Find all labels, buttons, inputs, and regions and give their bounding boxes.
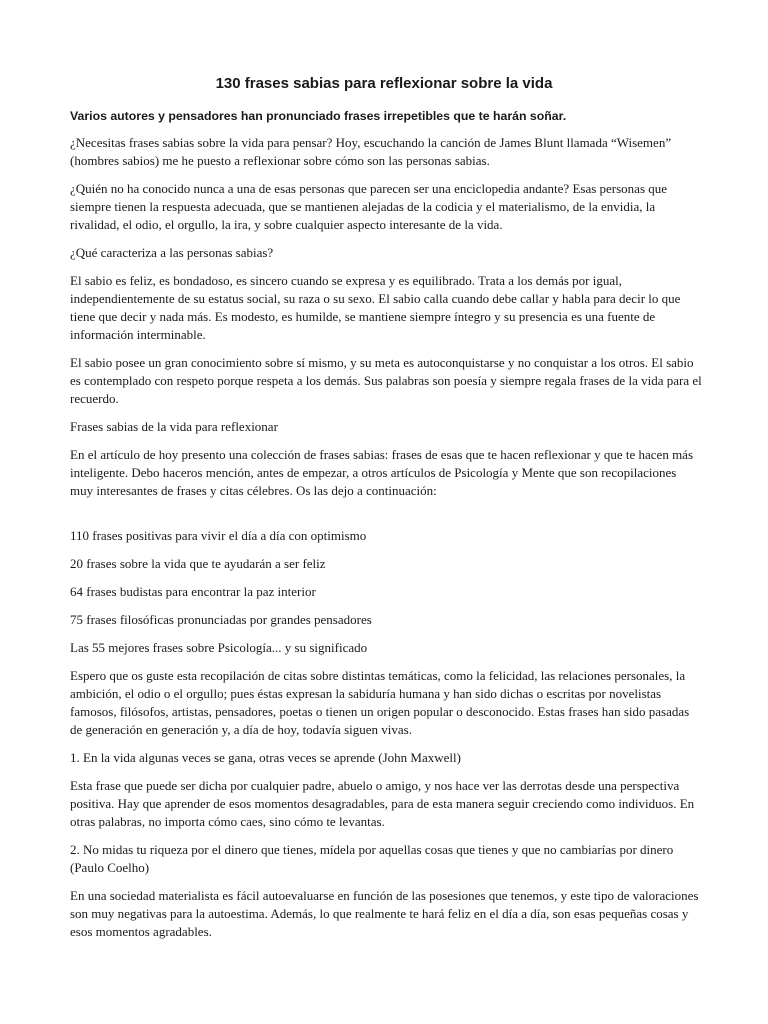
related-article-positive-phrases: 110 frases positivas para vivir el día a día con optimismo (70, 528, 367, 543)
related-article-psychology-phrases: Las 55 mejores frases sobre Psicología... y su significado (70, 640, 368, 655)
document-body (70, 134, 702, 951)
paragraph-collection-intro: En el artículo de hoy presento una colección de frases sabias: frases de esas que te hacen reflexionar y que te hacen más inteligente. Debo haceros mención, antes de empezar, a otros artículos de Psicología y Mente que son recopilaciones muy interesantes de frases y citas célebres. Os las dejo a continuación: (70, 447, 694, 498)
document-title: 130 frases sabias para reflexionar sobre la vida (215, 75, 553, 92)
paragraph-self-knowledge: El sabio posee un gran conocimiento sobre sí mismo, y su meta es autoconquistarse y no conquistar a los otros. El sabio es contemplado con respeto porque respeta a los demás. Sus palabras son poesía y siempre regala frases de la vida para el recuerdo. (70, 355, 702, 406)
paragraph-intro: ¿Necesitas frases sabias sobre la vida para pensar? Hoy, escuchando la canción de James Blunt llamada “Wisemen” (hombres sabios) me he puesto a reflexionar sobre cómo son las personas sabias. (70, 135, 672, 168)
paragraph-wise-traits: El sabio es feliz, es bondadoso, es sincero cuando se expresa y es equilibrado. Trata a los demás por igual, independientemente de su estatus social, su raza o su sexo. El sabio calla cuando debe callar y habla para decir lo que tiene que decir y nada más. Es modesto, es humilde, se mantiene siempre íntegro y su presencia es una fuente de información interminable. (70, 273, 681, 342)
paragraph-hope-you-like: Espero que os guste esta recopilación de citas sobre distintas temáticas, como la felicidad, las relaciones personales, la ambición, el odio o el orgullo; pues éstas expresan la sabiduría humana y han sido dichas o escritas por novelistas famosos, filósofos, artistas, pensadores, poetas o tienen un origen popular o desconocido. Estas frases han sido pasadas de generación en generación y, a día de hoy, todavía siguen vivas. (70, 668, 690, 737)
paragraph-encyclopedia: ¿Quién no ha conocido nunca a una de esas personas que parecen ser una enciclopedia andante? Esas personas que siempre tienen la respuesta adecuada, que se mantienen alejadas de la codicia y el materialismo, de la envidia, la rivalidad, el odio, el orgullo, la ira, y sobre cualquier aspecto interesante de la vida. (70, 181, 668, 232)
related-article-philosophical-phrases: 75 frases filosóficas pronunciadas por grandes pensadores (70, 612, 372, 627)
related-article-life-phrases: 20 frases sobre la vida que te ayudarán a ser feliz (70, 556, 326, 571)
quote-2-coelho: 2. No midas tu riqueza por el dinero que tienes, mídela por aquellas cosas que tienes y que no cambiarías por dinero (Paulo Coelho) (70, 842, 674, 875)
document-subtitle: Varios autores y pensadores han pronunciado frases irrepetibles que te harán soñar. (70, 109, 567, 123)
paragraph-quote-1-explanation: Esta frase que puede ser dicha por cualquier padre, abuelo o amigo, y nos hace ver las derrotas desde una perspectiva positiva. Hay que aprender de esos momentos desagradables, para de esta manera seguir creciendo como individuos. En otras palabras, no importa cómo caes, sino cómo te levantas. (70, 778, 695, 829)
quote-1-maxwell: 1. En la vida algunas veces se gana, otras veces se aprende (John Maxwell) (70, 750, 461, 765)
section-heading-wise-phrases: Frases sabias de la vida para reflexionar (70, 419, 278, 434)
paragraph-quote-2-explanation: En una sociedad materialista es fácil autoevaluarse en función de las posesiones que tenemos, y este tipo de valoraciones son muy negativas para la autoestima. Además, lo que realmente te hará feliz en el día a día, son esas pequeñas cosas y esos momentos agradables. (70, 888, 699, 939)
related-article-buddhist-phrases: 64 frases budistas para encontrar la paz interior (70, 584, 316, 599)
section-heading-what-characterizes: ¿Qué caracteriza a las personas sabias? (70, 245, 274, 260)
